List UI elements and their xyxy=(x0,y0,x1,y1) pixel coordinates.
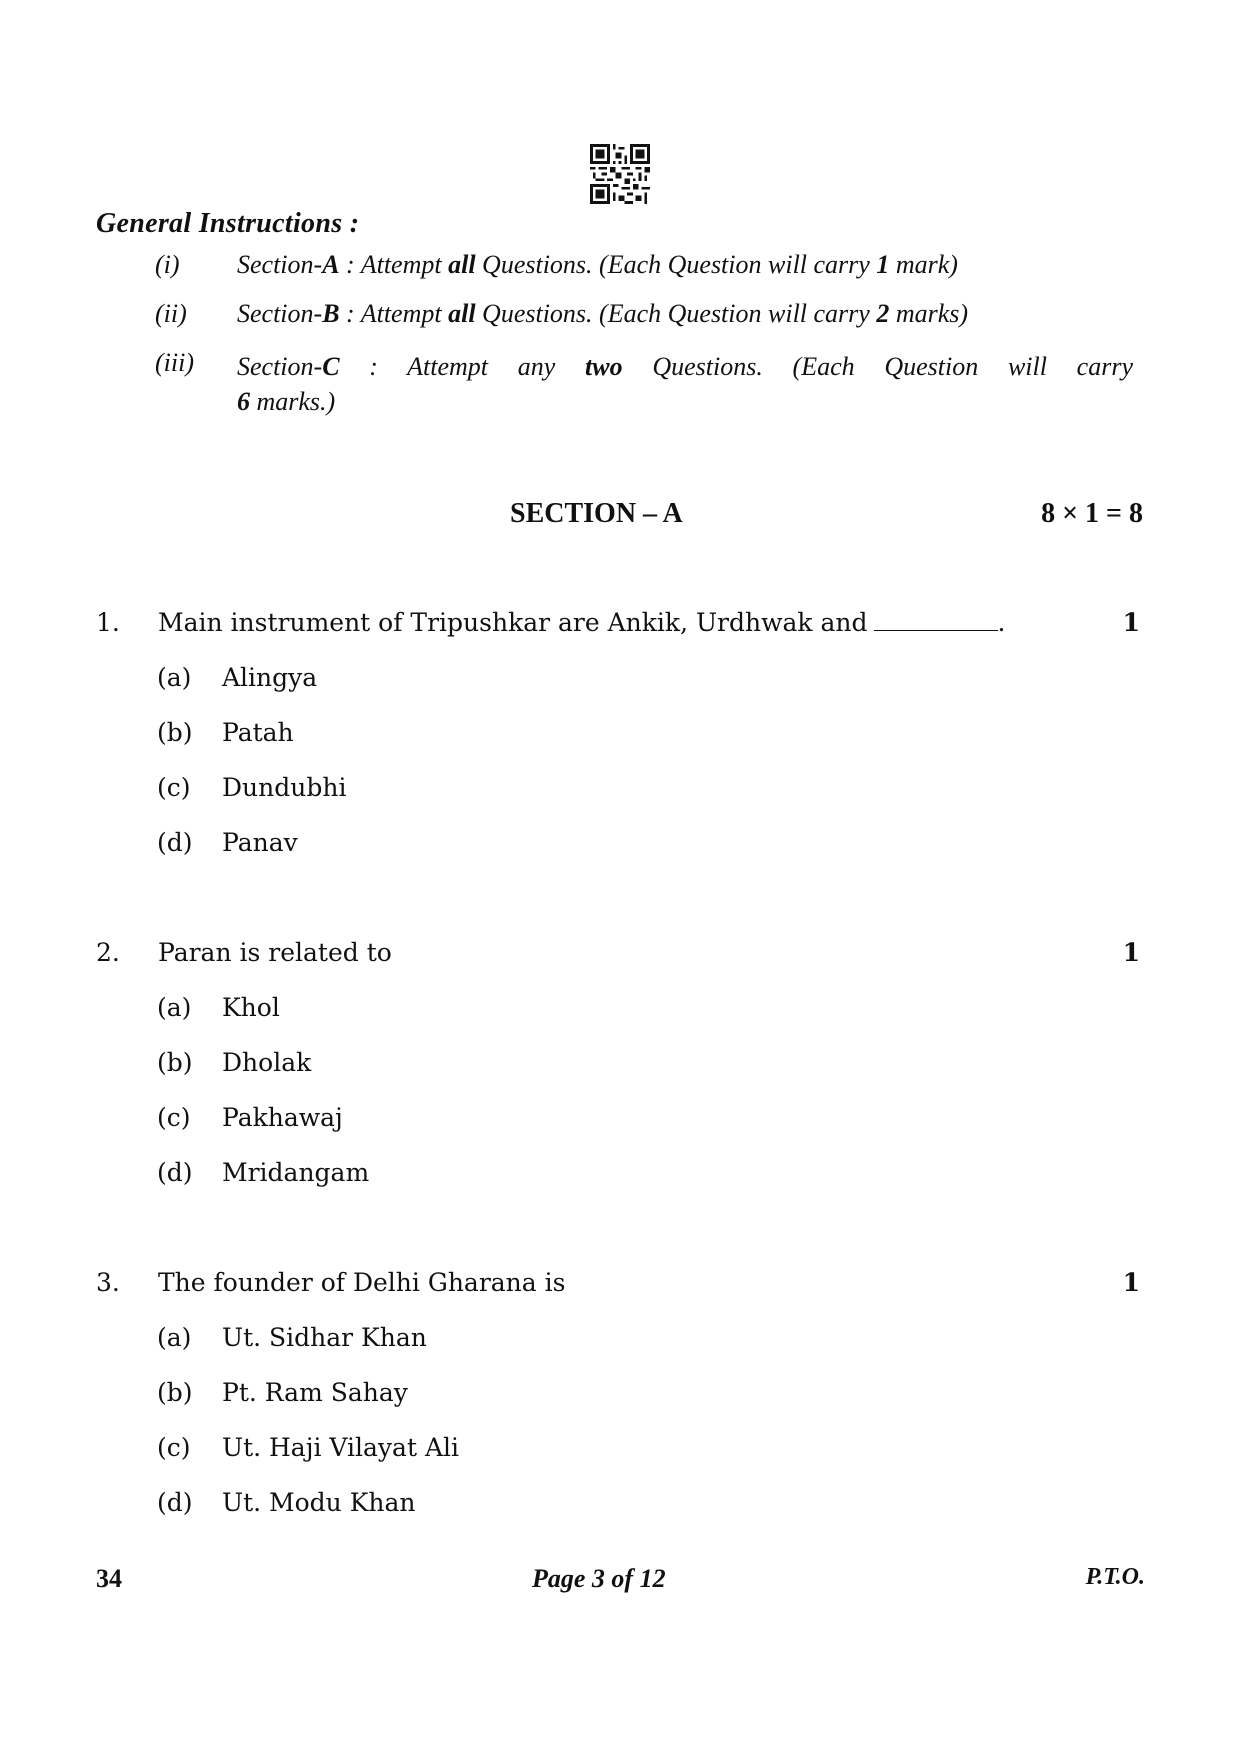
question-text: Paran is related to xyxy=(158,938,392,967)
question-number: 3. xyxy=(96,1268,120,1297)
option-label: (b) xyxy=(157,1378,193,1407)
option-text: Ut. Haji Vilayat Ali xyxy=(222,1433,459,1462)
question-marks: 1 xyxy=(1122,1268,1140,1297)
option-label: (c) xyxy=(157,773,191,802)
option-label: (b) xyxy=(157,1048,193,1077)
option-label: (c) xyxy=(157,1433,191,1462)
option-text: Ut. Sidhar Khan xyxy=(222,1323,427,1352)
question-marks: 1 xyxy=(1122,938,1140,967)
option-text: Panav xyxy=(222,828,298,857)
section-title: SECTION – A xyxy=(510,498,683,529)
option-text: Pakhawaj xyxy=(222,1103,343,1132)
general-instructions-title: General Instructions : xyxy=(96,208,360,239)
option-label: (a) xyxy=(157,1323,192,1352)
option-text: Dundubhi xyxy=(222,773,347,802)
option-label: (c) xyxy=(157,1103,191,1132)
section-marks: 8 × 1 = 8 xyxy=(1041,498,1143,529)
option-label: (d) xyxy=(157,1488,193,1517)
qr-code-icon xyxy=(590,144,650,204)
question-number: 1. xyxy=(96,608,120,637)
option-label: (d) xyxy=(157,828,193,857)
page-number: Page 3 of 12 xyxy=(532,1564,666,1593)
option-label: (b) xyxy=(157,718,193,747)
exam-page: General Instructions : (i) Section-A : Attempt all Questions. (Each Question will carry 1 mark) (ii) Section-B : Attempt all Questions. (Each Question will carry 2 marks) (iii) Section-C : Attempt any two Questions. (Each Question will carry 6 marks.) SECTION – A 8 × 1 = 8 1. Main instrument of Tripushkar are Ankik, Urdhwak and . 1 (a) Alingya (b) Patah (c) Dundubhi (d) Panav 2. Paran is related to 1 (a) Khol (b) Dholak (c) Pakhawaj (d) Mridangam 3. The founder of Delhi Gharana is 1 (a) Ut. Sidhar Khan (b) Pt. Ram Sahay (c) Ut. Haji Vilayat Ali (d) Ut. Modu Khan 34 Page 3 of 12 P.T.O. xyxy=(0,0,1241,1755)
option-text: Mridangam xyxy=(222,1158,370,1187)
instruction-number: (ii) xyxy=(155,299,187,328)
question-text: The founder of Delhi Gharana is xyxy=(158,1268,566,1297)
option-text: Ut. Modu Khan xyxy=(222,1488,416,1517)
answer-blank xyxy=(874,608,998,631)
option-text: Khol xyxy=(222,993,280,1022)
option-text: Alingya xyxy=(222,663,318,692)
question-text: Main instrument of Tripushkar are Ankik, Urdhwak and . xyxy=(158,608,1006,637)
pto-label: P.T.O. xyxy=(1085,1564,1145,1590)
option-label: (a) xyxy=(157,663,192,692)
option-label: (d) xyxy=(157,1158,193,1187)
instruction-number: (iii) xyxy=(155,348,194,377)
question-marks: 1 xyxy=(1122,608,1140,637)
option-text: Pt. Ram Sahay xyxy=(222,1378,408,1407)
instruction-number: (i) xyxy=(155,250,180,279)
option-text: Patah xyxy=(222,718,294,747)
option-label: (a) xyxy=(157,993,192,1022)
paper-code: 34 xyxy=(96,1564,122,1593)
question-number: 2. xyxy=(96,938,120,967)
option-text: Dholak xyxy=(222,1048,312,1077)
